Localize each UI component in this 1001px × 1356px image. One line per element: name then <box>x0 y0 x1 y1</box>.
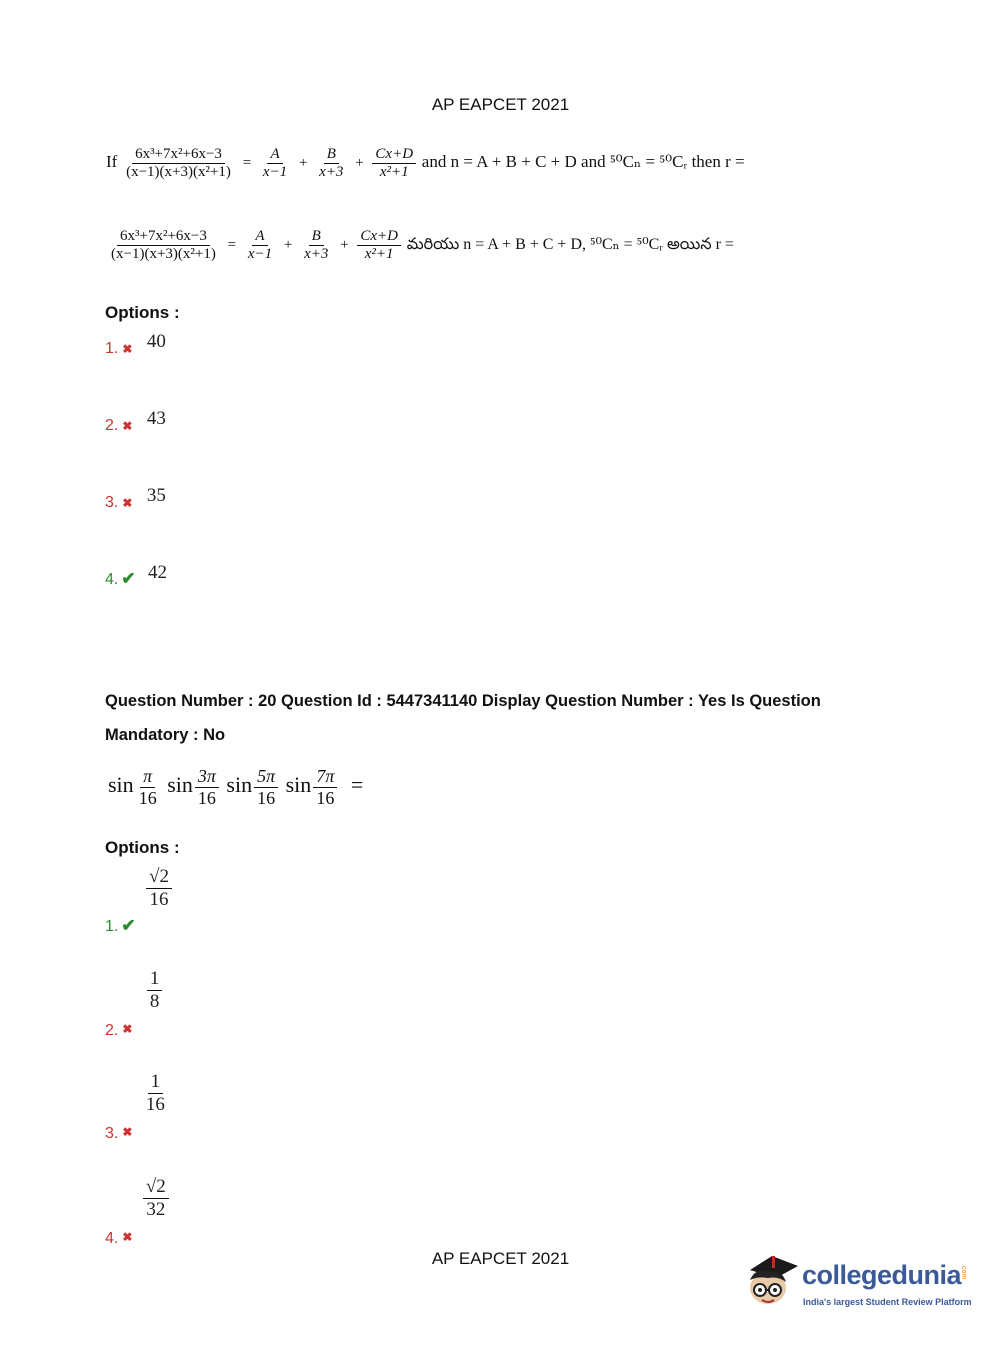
fraction-c-te <box>357 228 401 264</box>
option-value: 40 <box>146 331 166 352</box>
option-number: 3. <box>105 494 119 511</box>
angle-1-num: π <box>140 766 155 788</box>
angle-4-den: 16 <box>316 787 335 808</box>
angle-1 <box>136 766 160 808</box>
cross-icon: ✖ <box>122 342 133 356</box>
options-label-q19: Options : <box>105 303 180 322</box>
option-number: 2. <box>105 1021 119 1039</box>
angle-2-num: 3π <box>195 766 219 788</box>
options-label-q20: Options : <box>105 838 180 857</box>
fraction-c <box>372 146 416 182</box>
option-bottom: 8 <box>149 990 160 1012</box>
q19-option-4[interactable] <box>105 562 168 590</box>
checkmark-icon: ✔ <box>121 915 136 935</box>
cross-icon: ✖ <box>122 1021 133 1036</box>
option-number: 4. <box>105 1229 119 1247</box>
option-fraction <box>146 866 172 911</box>
q20-option-2[interactable] <box>105 968 164 1039</box>
mascot-icon <box>742 1250 802 1312</box>
angle-3 <box>254 766 278 808</box>
lhs-numerator: 6x³+7x²+6x−3 <box>132 146 225 164</box>
option-value: 42 <box>148 562 168 583</box>
question-20-expression <box>108 766 363 808</box>
q20-option-1[interactable] <box>105 866 174 935</box>
cross-icon: ✖ <box>122 496 133 510</box>
checkmark-icon: ✔ <box>121 569 136 588</box>
page-footer: AP EAPCET 2021 <box>431 1249 570 1268</box>
fraction-a <box>260 146 290 182</box>
sin-3: sin <box>226 772 253 798</box>
lhs-denominator-te: (x−1)(x+3)(x²+1) <box>111 246 216 263</box>
lhs-denominator: (x−1)(x+3)(x²+1) <box>126 164 231 181</box>
logo-tagline: India's largest Student Review Platform <box>803 1297 972 1307</box>
sin-2: sin <box>167 772 193 798</box>
eq-tail: and n = A + B + C + D and ⁵⁰Cₙ = ⁵⁰Cᵣ then r = <box>421 152 745 172</box>
collegedunia-logo[interactable] <box>742 1250 972 1320</box>
lhs-numerator-te: 6x³+7x²+6x−3 <box>117 228 210 246</box>
cross-icon: ✖ <box>122 419 133 433</box>
option-bottom: 16 <box>149 888 169 910</box>
option-fraction <box>143 1176 169 1221</box>
q20-option-3[interactable] <box>105 1071 170 1142</box>
equals-sign: = <box>350 772 364 798</box>
fraction-b-num: B <box>324 146 339 164</box>
option-number: 3. <box>105 1124 119 1142</box>
option-number: 4. <box>105 571 119 588</box>
option-top: 1 <box>147 968 163 991</box>
q19-option-1[interactable] <box>105 331 166 359</box>
fraction-a-den-te: x−1 <box>247 246 273 263</box>
option-number: 1. <box>105 917 119 935</box>
question-19-english-equation: If $\frac{\text{6x³+7x²+6x−3}}{\text{(x−1)(x+3)(x²+1)}}$ = $\frac{A}{x-1}$ + $\frac{B}{x+3}$ + $\frac{Cx+D}{\text{x²+1}}$ and n = A + B + C + D and ⁵⁰Cₙ = ⁵⁰Cᵣ then r = <box>106 146 745 181</box>
angle-4 <box>313 766 337 808</box>
cross-icon: ✖ <box>122 1124 133 1139</box>
fraction-c-den-te: x²+1 <box>364 246 394 263</box>
page-header: AP EAPCET 2021 <box>431 95 570 114</box>
angle-1-den: 16 <box>138 787 157 808</box>
q20-option-4[interactable] <box>105 1176 171 1247</box>
angle-3-den: 16 <box>257 787 276 808</box>
logo-tld: .com <box>960 1264 967 1280</box>
cross-icon: ✖ <box>122 1229 133 1244</box>
angle-3-num: 5π <box>254 766 278 788</box>
option-number: 2. <box>105 417 119 434</box>
option-top: √2 <box>143 1176 169 1199</box>
fraction-a-num-te: A <box>252 228 267 246</box>
option-bottom: 32 <box>146 1198 166 1220</box>
fraction-a-num: A <box>267 146 282 164</box>
fraction-b <box>316 146 346 182</box>
q19-option-3[interactable] <box>105 485 166 513</box>
fraction-b-num-te: B <box>309 228 324 246</box>
angle-2-den: 16 <box>197 787 216 808</box>
option-top: 1 <box>148 1071 164 1094</box>
fraction-b-den-te: x+3 <box>304 246 329 263</box>
fraction-a-den: x−1 <box>262 164 288 181</box>
angle-2 <box>195 766 219 808</box>
lhs-fraction <box>123 146 234 182</box>
option-value: 43 <box>146 408 166 429</box>
angle-4-num: 7π <box>313 766 337 788</box>
fraction-a-te <box>245 228 275 264</box>
question-20-meta-line-1: Question Number : 20 Question Id : 5447341140 Display Question Number : Yes Is Question <box>105 692 821 710</box>
logo-wordmark: collegedunia <box>802 1260 962 1290</box>
question-19-telugu-equation: $\frac{\text{6x³+7x²+6x−3}}{\text{(x−1)(x+3)(x²+1)}}$ = $\frac{A}{x-1}$ + $\frac{B}{x+3}$ + $\frac{Cx+D}{\text{x²+1}}$ మరియు n = A + B + C + D, ⁵⁰Cₙ = ⁵⁰Cᵣ అయిన r = <box>106 228 734 264</box>
eq-prefix: If <box>106 152 118 172</box>
q19-option-2[interactable] <box>105 408 166 436</box>
fraction-c-num-te: Cx+D <box>357 228 401 246</box>
sin-4: sin <box>285 772 312 798</box>
option-top: √2 <box>146 866 172 889</box>
option-fraction <box>143 1071 168 1116</box>
option-number: 1. <box>105 340 119 357</box>
sin-1: sin <box>108 772 134 798</box>
lhs-fraction-te <box>108 228 219 264</box>
fraction-b-den: x+3 <box>319 164 344 181</box>
fraction-b-te <box>301 228 331 264</box>
eq-tail-te: మరియు n = A + B + C + D, ⁵⁰Cₙ = ⁵⁰Cᵣ అయిన r = <box>406 236 734 254</box>
option-value: 35 <box>146 485 166 506</box>
fraction-c-den: x²+1 <box>379 164 409 181</box>
option-fraction <box>147 968 163 1013</box>
fraction-c-num: Cx+D <box>372 146 416 164</box>
question-20-meta-line-2: Mandatory : No <box>105 726 226 744</box>
option-bottom: 16 <box>145 1093 165 1115</box>
